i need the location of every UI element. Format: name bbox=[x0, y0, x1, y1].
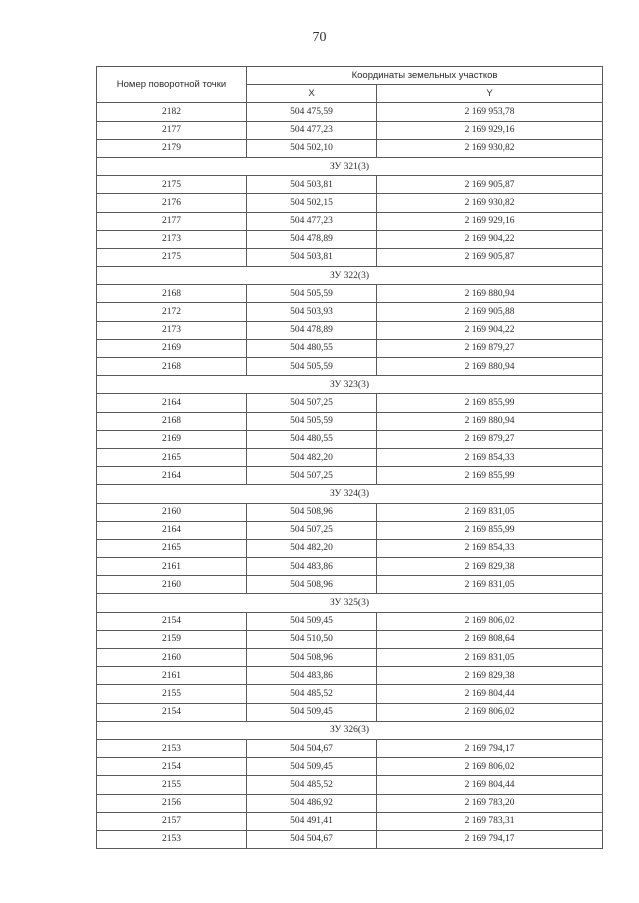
y-coordinate-cell: 2 169 806,02 bbox=[377, 703, 603, 721]
table-row bbox=[97, 739, 603, 757]
point-number-cell: 2155 bbox=[97, 776, 247, 794]
table-row bbox=[97, 121, 603, 139]
y-coordinate-cell: 2 169 904,22 bbox=[377, 321, 603, 339]
x-coordinate-cell: 504 504,67 bbox=[247, 739, 377, 757]
table-row bbox=[97, 576, 603, 594]
x-coordinate-cell: 504 509,45 bbox=[247, 612, 377, 630]
y-coordinate-cell: 2 169 831,05 bbox=[377, 649, 603, 667]
y-coordinate-cell: 2 169 904,22 bbox=[377, 230, 603, 248]
table-row bbox=[97, 539, 603, 557]
y-coordinate-cell: 2 169 829,38 bbox=[377, 558, 603, 576]
table-row bbox=[97, 412, 603, 430]
x-coordinate-cell: 504 509,45 bbox=[247, 758, 377, 776]
y-coordinate-cell: 2 169 929,16 bbox=[377, 212, 603, 230]
y-coordinate-cell: 2 169 880,94 bbox=[377, 358, 603, 376]
section-header-row bbox=[97, 376, 603, 394]
header-y: Y bbox=[377, 85, 603, 103]
point-number-cell: 2176 bbox=[97, 194, 247, 212]
y-coordinate-cell: 2 169 905,88 bbox=[377, 303, 603, 321]
table-row bbox=[97, 103, 603, 121]
y-coordinate-cell: 2 169 831,05 bbox=[377, 576, 603, 594]
point-number-cell: 2155 bbox=[97, 685, 247, 703]
y-coordinate-cell: 2 169 879,27 bbox=[377, 430, 603, 448]
section-header-row bbox=[97, 485, 603, 503]
table-row bbox=[97, 212, 603, 230]
point-number-cell: 2172 bbox=[97, 303, 247, 321]
x-coordinate-cell: 504 508,96 bbox=[247, 576, 377, 594]
table-row bbox=[97, 703, 603, 721]
section-header-row bbox=[97, 157, 603, 175]
section-title: ЗУ 326(3) bbox=[97, 721, 603, 739]
x-coordinate-cell: 504 483,86 bbox=[247, 667, 377, 685]
x-coordinate-cell: 504 507,25 bbox=[247, 467, 377, 485]
point-number-cell: 2160 bbox=[97, 649, 247, 667]
y-coordinate-cell: 2 169 806,02 bbox=[377, 612, 603, 630]
x-coordinate-cell: 504 508,96 bbox=[247, 649, 377, 667]
table-row bbox=[97, 139, 603, 157]
point-number-cell: 2165 bbox=[97, 539, 247, 557]
y-coordinate-cell: 2 169 930,82 bbox=[377, 139, 603, 157]
table-row bbox=[97, 194, 603, 212]
section-title: ЗУ 325(3) bbox=[97, 594, 603, 612]
x-coordinate-cell: 504 507,25 bbox=[247, 394, 377, 412]
x-coordinate-cell: 504 477,23 bbox=[247, 212, 377, 230]
y-coordinate-cell: 2 169 855,99 bbox=[377, 521, 603, 539]
point-number-cell: 2156 bbox=[97, 794, 247, 812]
x-coordinate-cell: 504 478,89 bbox=[247, 321, 377, 339]
x-coordinate-cell: 504 485,52 bbox=[247, 685, 377, 703]
point-number-cell: 2153 bbox=[97, 739, 247, 757]
table-row bbox=[97, 230, 603, 248]
y-coordinate-cell: 2 169 794,17 bbox=[377, 739, 603, 757]
x-coordinate-cell: 504 508,96 bbox=[247, 503, 377, 521]
header-coordinates: Координаты земельных участков bbox=[247, 67, 603, 85]
x-coordinate-cell: 504 483,86 bbox=[247, 558, 377, 576]
x-coordinate-cell: 504 505,59 bbox=[247, 285, 377, 303]
point-number-cell: 2160 bbox=[97, 576, 247, 594]
point-number-cell: 2154 bbox=[97, 758, 247, 776]
table-row bbox=[97, 503, 603, 521]
y-coordinate-cell: 2 169 783,20 bbox=[377, 794, 603, 812]
point-number-cell: 2164 bbox=[97, 394, 247, 412]
header-x: X bbox=[247, 85, 377, 103]
point-number-cell: 2175 bbox=[97, 248, 247, 266]
point-number-cell: 2173 bbox=[97, 321, 247, 339]
point-number-cell: 2160 bbox=[97, 503, 247, 521]
x-coordinate-cell: 504 482,20 bbox=[247, 539, 377, 557]
page-number: 70 bbox=[312, 30, 327, 45]
y-coordinate-cell: 2 169 855,99 bbox=[377, 394, 603, 412]
y-coordinate-cell: 2 169 879,27 bbox=[377, 339, 603, 357]
header-point-number: Номер поворотной точки bbox=[97, 67, 247, 103]
point-number-cell: 2175 bbox=[97, 176, 247, 194]
table-row bbox=[97, 285, 603, 303]
table-row bbox=[97, 830, 603, 848]
point-number-cell: 2169 bbox=[97, 430, 247, 448]
table-row bbox=[97, 358, 603, 376]
table-row bbox=[97, 649, 603, 667]
section-title: ЗУ 324(3) bbox=[97, 485, 603, 503]
point-number-cell: 2153 bbox=[97, 830, 247, 848]
section-title: ЗУ 321(3) bbox=[97, 157, 603, 175]
coordinates-table bbox=[96, 66, 603, 849]
point-number-cell: 2168 bbox=[97, 358, 247, 376]
section-title: ЗУ 323(3) bbox=[97, 376, 603, 394]
x-coordinate-cell: 504 505,59 bbox=[247, 412, 377, 430]
x-coordinate-cell: 504 475,59 bbox=[247, 103, 377, 121]
point-number-cell: 2177 bbox=[97, 212, 247, 230]
table-row bbox=[97, 667, 603, 685]
point-number-cell: 2173 bbox=[97, 230, 247, 248]
x-coordinate-cell: 504 510,50 bbox=[247, 630, 377, 648]
table-row bbox=[97, 521, 603, 539]
section-header-row bbox=[97, 594, 603, 612]
table-row bbox=[97, 794, 603, 812]
y-coordinate-cell: 2 169 804,44 bbox=[377, 776, 603, 794]
table-row bbox=[97, 612, 603, 630]
section-header-row bbox=[97, 721, 603, 739]
x-coordinate-cell: 504 478,89 bbox=[247, 230, 377, 248]
x-coordinate-cell: 504 480,55 bbox=[247, 430, 377, 448]
table-row bbox=[97, 467, 603, 485]
y-coordinate-cell: 2 169 831,05 bbox=[377, 503, 603, 521]
table-row bbox=[97, 248, 603, 266]
table-row bbox=[97, 776, 603, 794]
x-coordinate-cell: 504 485,52 bbox=[247, 776, 377, 794]
y-coordinate-cell: 2 169 953,78 bbox=[377, 103, 603, 121]
point-number-cell: 2165 bbox=[97, 448, 247, 466]
y-coordinate-cell: 2 169 808,64 bbox=[377, 630, 603, 648]
table-row bbox=[97, 812, 603, 830]
x-coordinate-cell: 504 504,67 bbox=[247, 830, 377, 848]
y-coordinate-cell: 2 169 854,33 bbox=[377, 448, 603, 466]
x-coordinate-cell: 504 486,92 bbox=[247, 794, 377, 812]
y-coordinate-cell: 2 169 929,16 bbox=[377, 121, 603, 139]
x-coordinate-cell: 504 505,59 bbox=[247, 358, 377, 376]
point-number-cell: 2164 bbox=[97, 521, 247, 539]
y-coordinate-cell: 2 169 854,33 bbox=[377, 539, 603, 557]
point-number-cell: 2169 bbox=[97, 339, 247, 357]
table-row bbox=[97, 448, 603, 466]
x-coordinate-cell: 504 503,81 bbox=[247, 248, 377, 266]
point-number-cell: 2164 bbox=[97, 467, 247, 485]
y-coordinate-cell: 2 169 905,87 bbox=[377, 248, 603, 266]
y-coordinate-cell: 2 169 806,02 bbox=[377, 758, 603, 776]
table-row bbox=[97, 685, 603, 703]
x-coordinate-cell: 504 480,55 bbox=[247, 339, 377, 357]
table-row bbox=[97, 176, 603, 194]
y-coordinate-cell: 2 169 930,82 bbox=[377, 194, 603, 212]
y-coordinate-cell: 2 169 880,94 bbox=[377, 285, 603, 303]
table-row bbox=[97, 758, 603, 776]
point-number-cell: 2157 bbox=[97, 812, 247, 830]
point-number-cell: 2168 bbox=[97, 412, 247, 430]
table-row bbox=[97, 394, 603, 412]
point-number-cell: 2159 bbox=[97, 630, 247, 648]
table-row bbox=[97, 430, 603, 448]
x-coordinate-cell: 504 503,81 bbox=[247, 176, 377, 194]
x-coordinate-cell: 504 509,45 bbox=[247, 703, 377, 721]
point-number-cell: 2154 bbox=[97, 612, 247, 630]
y-coordinate-cell: 2 169 794,17 bbox=[377, 830, 603, 848]
table-row bbox=[97, 321, 603, 339]
table-row bbox=[97, 558, 603, 576]
point-number-cell: 2154 bbox=[97, 703, 247, 721]
table-row bbox=[97, 303, 603, 321]
x-coordinate-cell: 504 482,20 bbox=[247, 448, 377, 466]
x-coordinate-cell: 504 477,23 bbox=[247, 121, 377, 139]
point-number-cell: 2179 bbox=[97, 139, 247, 157]
point-number-cell: 2182 bbox=[97, 103, 247, 121]
section-title: ЗУ 322(3) bbox=[97, 267, 603, 285]
x-coordinate-cell: 504 502,15 bbox=[247, 194, 377, 212]
table-row bbox=[97, 630, 603, 648]
point-number-cell: 2177 bbox=[97, 121, 247, 139]
y-coordinate-cell: 2 169 855,99 bbox=[377, 467, 603, 485]
x-coordinate-cell: 504 507,25 bbox=[247, 521, 377, 539]
x-coordinate-cell: 504 491,41 bbox=[247, 812, 377, 830]
y-coordinate-cell: 2 169 783,31 bbox=[377, 812, 603, 830]
x-coordinate-cell: 504 502,10 bbox=[247, 139, 377, 157]
table-row bbox=[97, 339, 603, 357]
y-coordinate-cell: 2 169 829,38 bbox=[377, 667, 603, 685]
y-coordinate-cell: 2 169 905,87 bbox=[377, 176, 603, 194]
point-number-cell: 2161 bbox=[97, 558, 247, 576]
section-header-row bbox=[97, 267, 603, 285]
table-body bbox=[97, 103, 603, 849]
point-number-cell: 2161 bbox=[97, 667, 247, 685]
point-number-cell: 2168 bbox=[97, 285, 247, 303]
y-coordinate-cell: 2 169 804,44 bbox=[377, 685, 603, 703]
y-coordinate-cell: 2 169 880,94 bbox=[377, 412, 603, 430]
x-coordinate-cell: 504 503,93 bbox=[247, 303, 377, 321]
